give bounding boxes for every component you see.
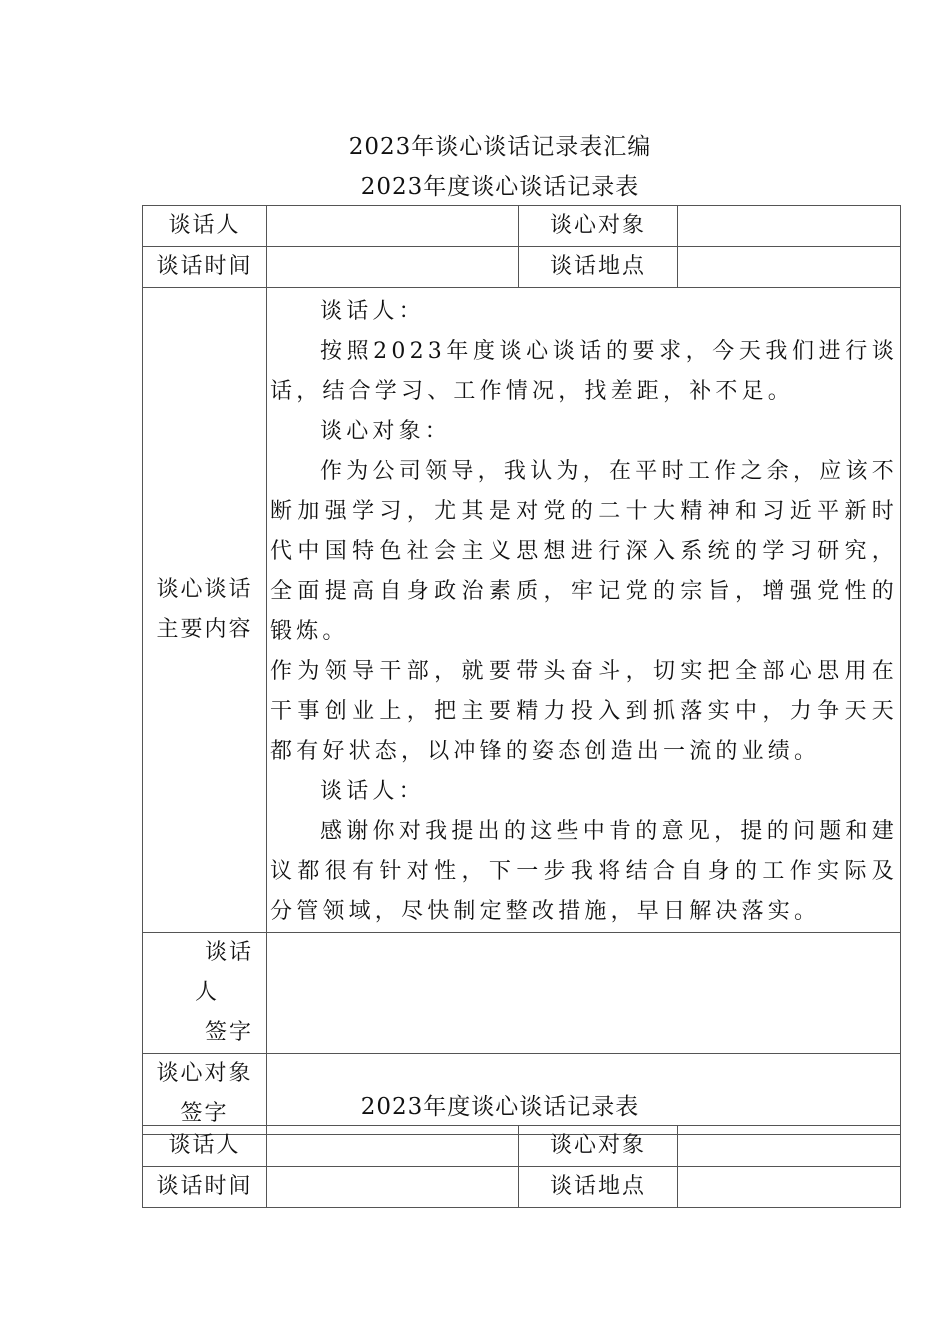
table-row [143,206,901,247]
talker-label: 谈话人 [143,206,267,247]
table-row [143,1167,901,1208]
content-label-line: 谈心谈话 [156,577,253,602]
talker-sign-label [143,933,267,1054]
time-value[interactable] [267,247,519,288]
table-row [143,247,901,288]
content-body [267,288,900,932]
content-paragraph: 感谢你对我提出的这些中肯的意见，提的问题和建议都很有针对性，下一步我将结合自身的工作实际及分管领域，尽快制定整改措施，早日解决落实。 [270,819,898,924]
target-label: 谈心对象 [519,1126,678,1167]
content-paragraph: 谈话人： [320,299,425,324]
place-label: 谈话地点 [519,247,678,288]
target-label: 谈心对象 [519,206,678,247]
compilation-title: 2023年谈心谈话记录表汇编 [348,134,652,160]
record-table [142,1125,901,1208]
place-label: 谈话地点 [519,1167,678,1208]
form-title: 2023年度谈心谈话记录表 [360,1094,640,1120]
table-row [143,933,901,1054]
content-paragraph: 谈心对象： [320,419,452,444]
talker-value[interactable] [267,206,519,247]
talker-sign-value[interactable] [267,933,901,1054]
target-value[interactable] [678,206,901,247]
talker-label: 谈话人 [143,1126,267,1167]
talker-sign-label-line: 签字 [205,1020,254,1045]
talker-sign-label-line: 人 [195,980,220,1005]
target-value[interactable] [678,1126,901,1167]
table-row [143,288,901,933]
content-paragraph: 按照2023年度谈心谈话的要求，今天我们进行谈话，结合学习、工作情况，找差距，补不足。 [270,339,898,404]
content-cell[interactable] [267,288,901,933]
place-value[interactable] [678,1167,901,1208]
content-paragraph: 作为领导干部，就要带头奋斗，切实把全部心思用在干事创业上，把主要精力投入到抓落实中，力争天天都有好状态，以冲锋的姿态创造出一流的业绩。 [270,659,898,764]
time-label: 谈话时间 [143,247,267,288]
place-value[interactable] [678,247,901,288]
talker-value[interactable] [267,1126,519,1167]
time-value[interactable] [267,1167,519,1208]
content-label [143,288,267,933]
content-paragraph: 作为公司领导，我认为，在平时工作之余，应该不断加强学习，尤其是对党的二十大精神和习近平新时代中国特色社会主义思想进行深入系统的学习研究，全面提高自身政治素质，牢记党的宗旨，增强党性的锻炼。 [270,459,898,644]
target-sign-label-line: 谈心对象 [156,1061,253,1086]
record-table [142,205,901,1135]
table-row [143,1126,901,1167]
form-title: 2023年度谈心谈话记录表 [360,174,640,200]
target-sign-label-line: 签字 [180,1101,229,1126]
content-paragraph: 谈话人： [320,779,425,804]
talker-sign-label-line: 谈话 [205,940,254,965]
time-label: 谈话时间 [143,1167,267,1208]
content-label-line: 主要内容 [156,617,253,642]
